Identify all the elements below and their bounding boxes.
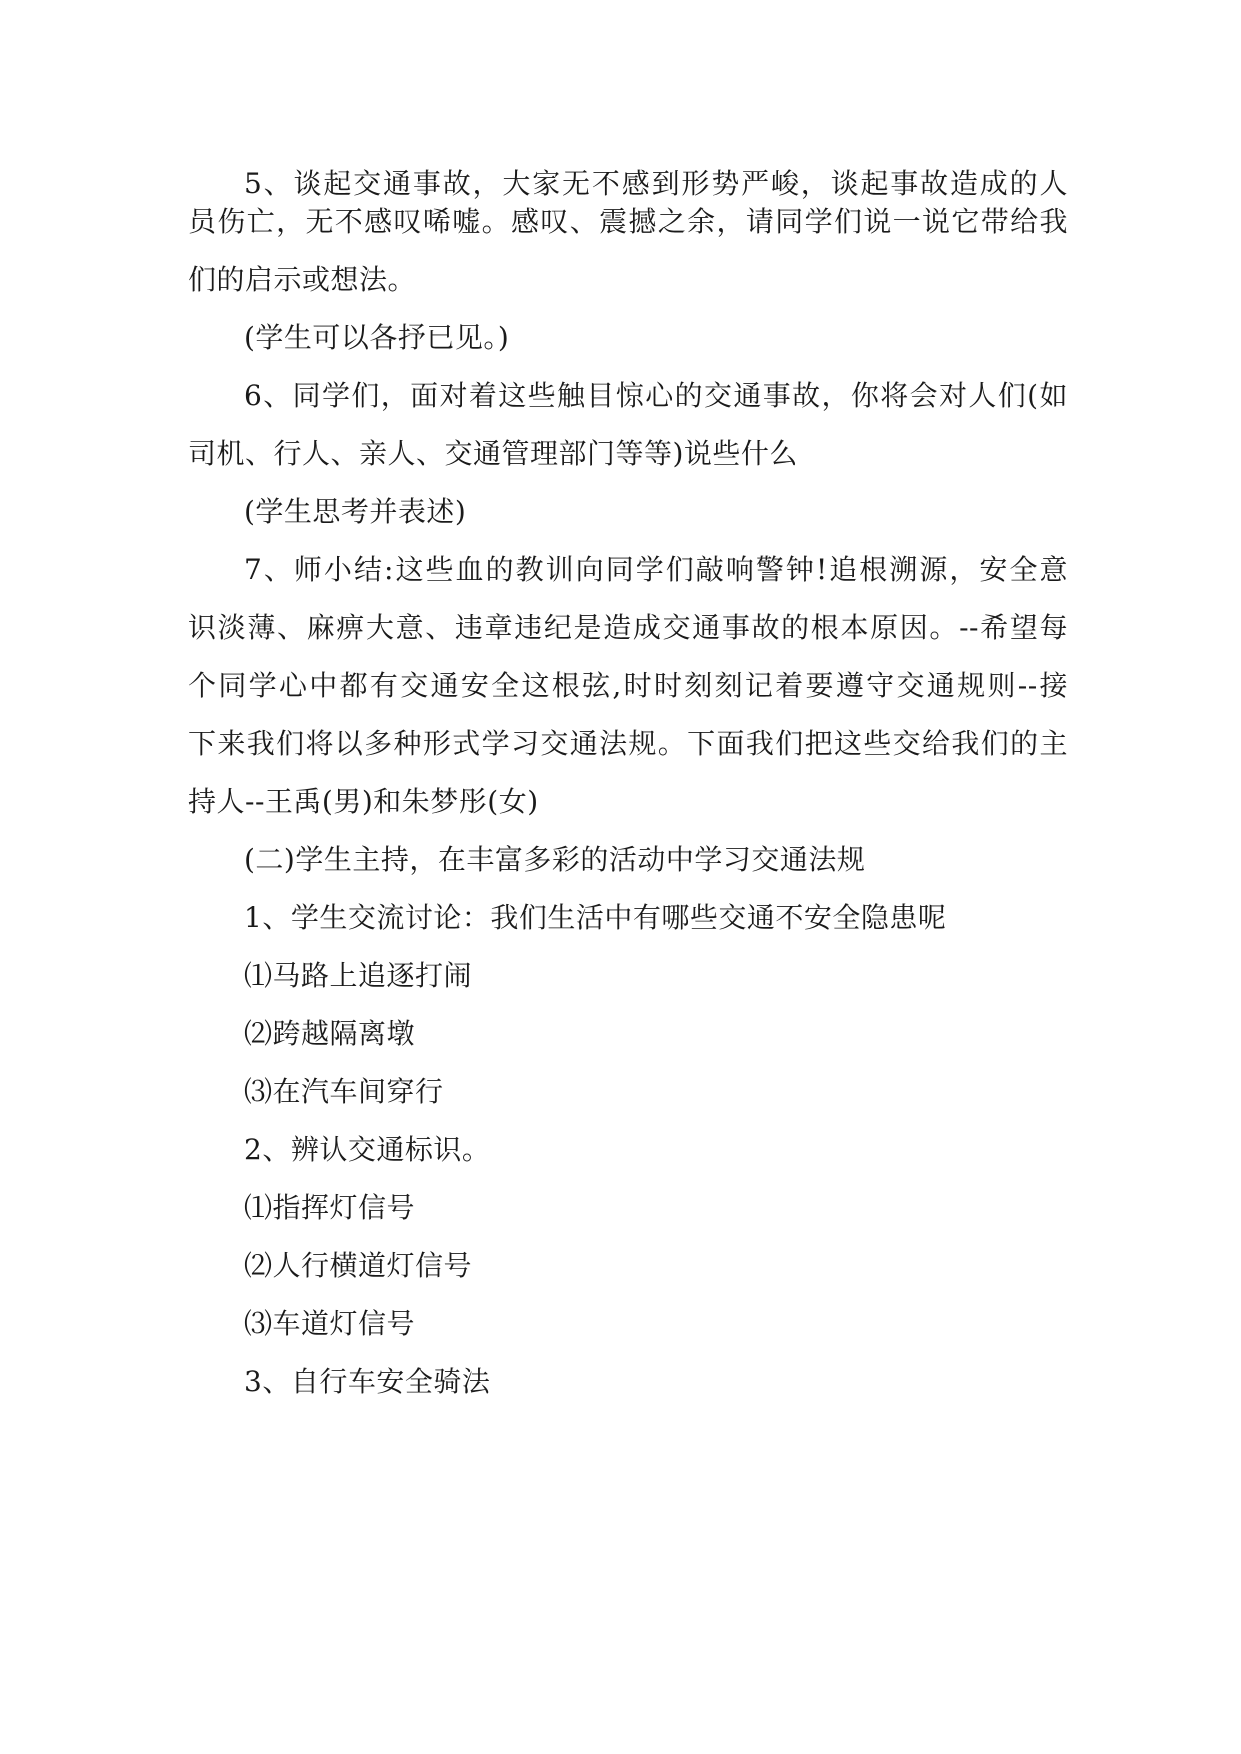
list-item: ⑴指挥灯信号 (244, 1191, 416, 1224)
list-item: ⑶车道灯信号 (244, 1307, 416, 1340)
paragraph-7-line-3: 个同学心中都有交通安全这根弦,时时刻刻记着要遵守交通规则--接 (188, 669, 1068, 702)
item-1-heading: 1、学生交流讨论：我们生活中有哪些交通不安全隐患呢 (244, 901, 947, 934)
list-item: ⑵跨越隔离墩 (244, 1017, 416, 1050)
paragraph-6-line-2: 司机、行人、亲人、交通管理部门等等)说些什么 (188, 437, 798, 470)
paragraph-7-line-4: 下来我们将以多种形式学习交通法规。下面我们把这些交给我们的主 (188, 727, 1068, 760)
paragraph-6-line-1: 6、同学们，面对着这些触目惊心的交通事故，你将会对人们(如 (244, 379, 1068, 412)
paragraph-7-line-5: 持人--王禹(男)和朱梦彤(女) (188, 785, 539, 818)
student-response-note: (学生可以各抒已见。) (244, 321, 510, 354)
paragraph-7-line-2: 识淡薄、麻痹大意、违章违纪是造成交通事故的根本原因。--希望每 (188, 611, 1068, 644)
paragraph-7-line-1: 7、师小结:这些血的教训向同学们敲响警钟!追根溯源，安全意 (244, 553, 1068, 586)
item-2-heading: 2、辨认交通标识。 (244, 1133, 491, 1166)
item-3-heading: 3、自行车安全骑法 (244, 1365, 491, 1398)
paragraph-5-line-2: 员伤亡，无不感叹唏嘘。感叹、震撼之余，请同学们说一说它带给我 (188, 205, 1068, 238)
section-heading-2: (二)学生主持，在丰富多彩的活动中学习交通法规 (244, 843, 866, 876)
list-item: ⑵人行横道灯信号 (244, 1249, 473, 1282)
list-item: ⑴马路上追逐打闹 (244, 959, 473, 992)
list-item: ⑶在汽车间穿行 (244, 1075, 444, 1108)
paragraph-5-line-1: 5、谈起交通事故，大家无不感到形势严峻，谈起事故造成的人 (244, 167, 1068, 200)
student-think-note: (学生思考并表述) (244, 495, 467, 528)
paragraph-5-line-3: 们的启示或想法。 (188, 263, 417, 296)
